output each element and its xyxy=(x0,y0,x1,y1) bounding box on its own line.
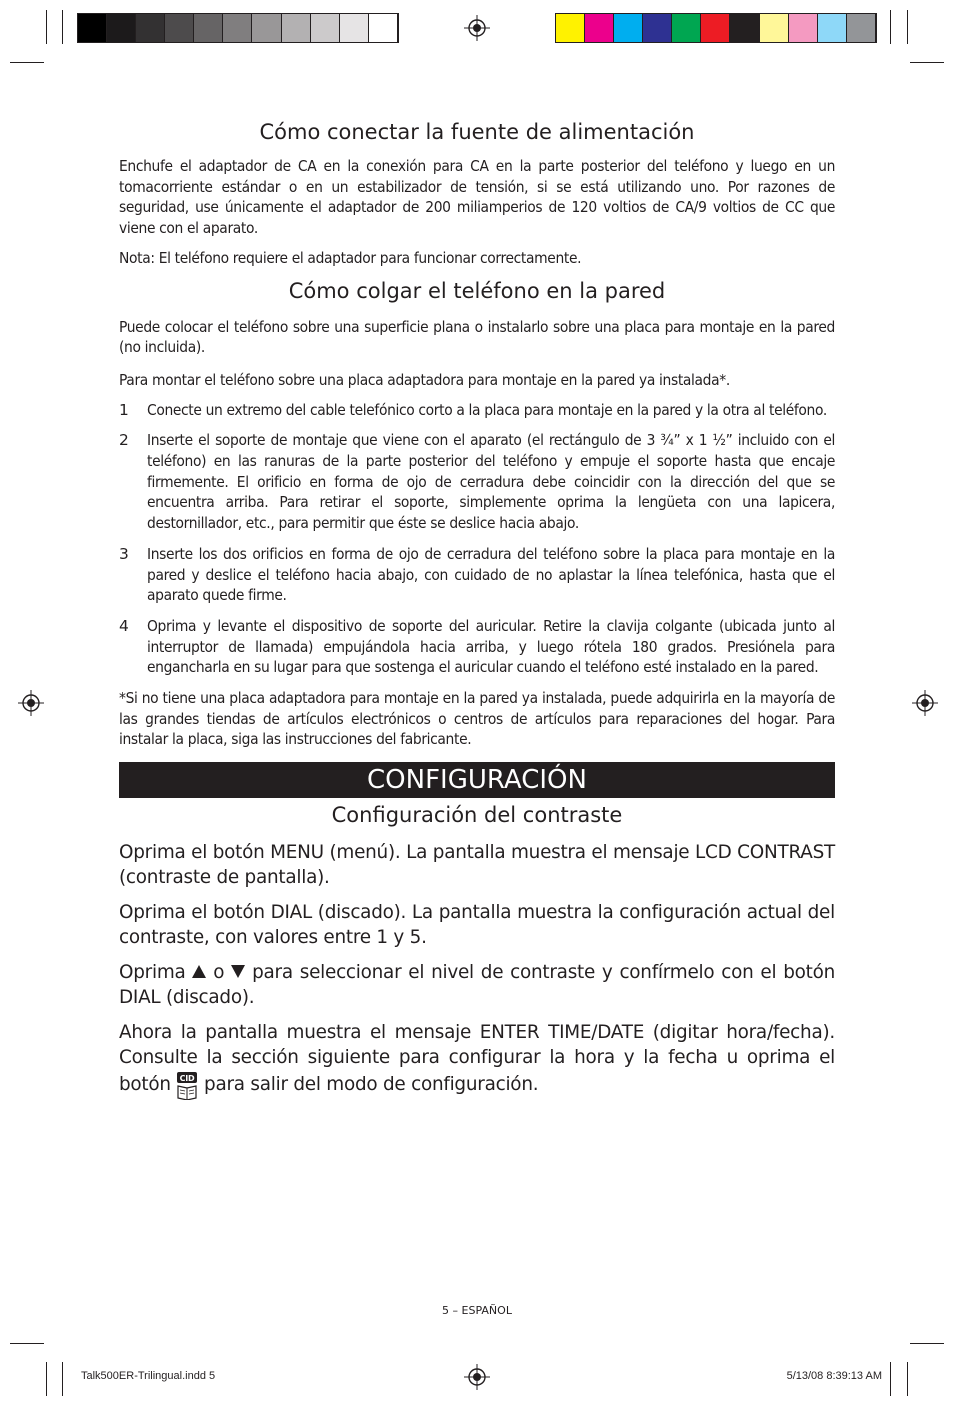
step-text: Inserte los dos orificios en forma de ojo de cerradura del teléfono sobre la placa para montaje en la pared y deslice el teléfono hacia abajo, con cuidado de no aplastar la línea telefónica, hasta que el aparato quede firme. xyxy=(147,544,835,605)
crop-mark xyxy=(890,1362,891,1396)
step-number: 2 xyxy=(119,431,129,450)
step-text: Inserte el soporte de montaje que viene con el aparato (el rectángulo de 3 ¾” x 1 ½” incluido con el teléfono) en las ranuras de la parte posterior del teléfono y empuje el soporte hasta que encaje firmemente. El orificio en forma de ojo de cerradura debe coincidir con la dirección del que se encuentra arriba. Para retirar el soporte, simplemente oprima la lengüeta con una lapicera, destornillador, etc., para permitir que éste se deslice hacia abajo. xyxy=(147,431,835,533)
crop-mark xyxy=(10,1343,44,1344)
step-number: 4 xyxy=(119,616,129,635)
color-swatch xyxy=(136,14,165,42)
section-title-power: Cómo conectar la fuente de alimentación xyxy=(259,120,695,144)
list-item xyxy=(119,544,835,606)
crop-mark xyxy=(46,1362,47,1396)
config-p4-end: para salir del modo de configuración. xyxy=(204,1074,539,1096)
registration-mark-icon xyxy=(18,690,44,716)
power-note: Nota: El teléfono requiere el adaptador para funcionar correctamente. xyxy=(119,248,582,267)
step-number: 3 xyxy=(119,544,129,563)
color-swatch xyxy=(585,14,614,42)
wall-footnote: *Si no tiene una placa adaptadora para montaje en la pared ya instalada, puede adquirirla en la mayoría de las grandes tiendas de artículos electrónicos o centros de artículos para reparaciones del hogar. Para instalar la placa, siga las instrucciones del fabricante. xyxy=(119,689,835,749)
color-swatch xyxy=(701,14,730,42)
crop-mark xyxy=(907,10,908,44)
color-swatch xyxy=(760,14,789,42)
registration-mark-icon xyxy=(464,15,490,41)
section-title-wall: Cómo colgar el teléfono en la pared xyxy=(288,278,666,303)
slug-date: 5/13/08 8:39:13 AM xyxy=(786,1370,882,1382)
color-swatch xyxy=(730,14,759,42)
color-swatch xyxy=(847,14,876,42)
crop-mark xyxy=(890,10,891,44)
color-bar xyxy=(555,13,877,43)
color-swatch xyxy=(643,14,672,42)
down-arrow-icon xyxy=(231,965,245,978)
up-arrow-icon xyxy=(192,965,206,978)
registration-mark-icon xyxy=(464,1364,490,1390)
color-swatch xyxy=(223,14,252,42)
config-p3-start: Oprima xyxy=(119,962,186,984)
config-banner: CONFIGURACIÓN xyxy=(119,762,835,798)
wall-paragraph-2: Para montar el teléfono sobre una placa adaptadora para montaje en la pared ya instalada*. xyxy=(119,370,730,389)
cid-icon-label: CID xyxy=(180,1074,195,1084)
color-swatch xyxy=(78,14,107,42)
color-swatch xyxy=(107,14,136,42)
config-paragraph-3 xyxy=(119,960,835,1010)
color-swatch xyxy=(340,14,369,42)
registration-mark-icon xyxy=(912,690,938,716)
page-footer: 5 – ESPAÑOL xyxy=(442,1304,512,1317)
color-swatch xyxy=(614,14,643,42)
crop-mark xyxy=(910,1343,944,1344)
crop-mark xyxy=(910,62,944,63)
page-content xyxy=(119,118,835,1100)
list-item xyxy=(119,616,835,678)
step-text: Oprima y levante el dispositivo de soporte del auricular. Retire la clavija colgante (ubicada junto al interruptor de llamada) empujándola hacia arriba, y luego rótela 180 grados. Presiónela para engancharla en su lugar para que sostenga el auricular cuando el teléfono esté instalado en la pared. xyxy=(147,616,835,677)
color-swatch xyxy=(672,14,701,42)
config-paragraph-2: Oprima el botón DIAL (discado). La pantalla muestra la configuración actual del contraste, con valores entre 1 y 5. xyxy=(119,902,835,949)
grayscale-bar xyxy=(77,13,399,43)
crop-mark xyxy=(46,10,47,44)
slug-filename: Talk500ER-Trilingual.indd 5 xyxy=(81,1370,216,1382)
step-number: 1 xyxy=(119,400,129,419)
color-swatch xyxy=(369,14,398,42)
color-swatch xyxy=(556,14,585,42)
list-item xyxy=(119,400,835,421)
crop-mark xyxy=(10,62,44,63)
config-p3-end: para seleccionar el nivel de contraste y confírmelo con el botón DIAL (discado). xyxy=(119,962,835,1009)
color-swatch xyxy=(311,14,340,42)
wall-paragraph-1: Puede colocar el teléfono sobre una superficie plana o instalarlo sobre una placa para montaje en la pared (no incluida). xyxy=(119,317,835,357)
config-paragraph-4 xyxy=(119,1020,835,1100)
step-text: Conecte un extremo del cable telefónico corto a la placa para montaje en la pared y la otra al teléfono. xyxy=(147,400,827,419)
power-paragraph: Enchufe el adaptador de CA en la conexión para CA en la parte posterior del teléfono y luego en un tomacorriente estándar o en un estabilizador de tensión, si se está utilizando uno. Por razones de seguridad, use únicamente el adaptador de 200 miliamperios de 120 voltios de CA/9 voltios de CC que viene con el aparato. xyxy=(119,157,835,238)
color-swatch xyxy=(282,14,311,42)
color-swatch xyxy=(789,14,818,42)
config-p3-or: o xyxy=(213,962,225,984)
crop-mark xyxy=(62,1362,63,1396)
color-swatch xyxy=(194,14,223,42)
crop-mark xyxy=(62,10,63,44)
crop-mark xyxy=(907,1362,908,1396)
color-swatch xyxy=(818,14,847,42)
color-swatch xyxy=(165,14,194,42)
color-swatch xyxy=(252,14,281,42)
config-p4-start: Ahora la pantalla muestra el mensaje ENTER TIME/DATE (digitar hora/fecha). Consulte la sección siguiente para configurar la hora y la fecha u oprima el botón xyxy=(119,1022,835,1096)
cid-book-icon xyxy=(176,1070,198,1100)
list-item xyxy=(119,430,835,534)
config-paragraph-1: Oprima el botón MENU (menú). La pantalla muestra el mensaje LCD CONTRAST (contraste de pantalla). xyxy=(119,842,835,889)
section-title-contrast: Configuración del contraste xyxy=(331,803,623,828)
